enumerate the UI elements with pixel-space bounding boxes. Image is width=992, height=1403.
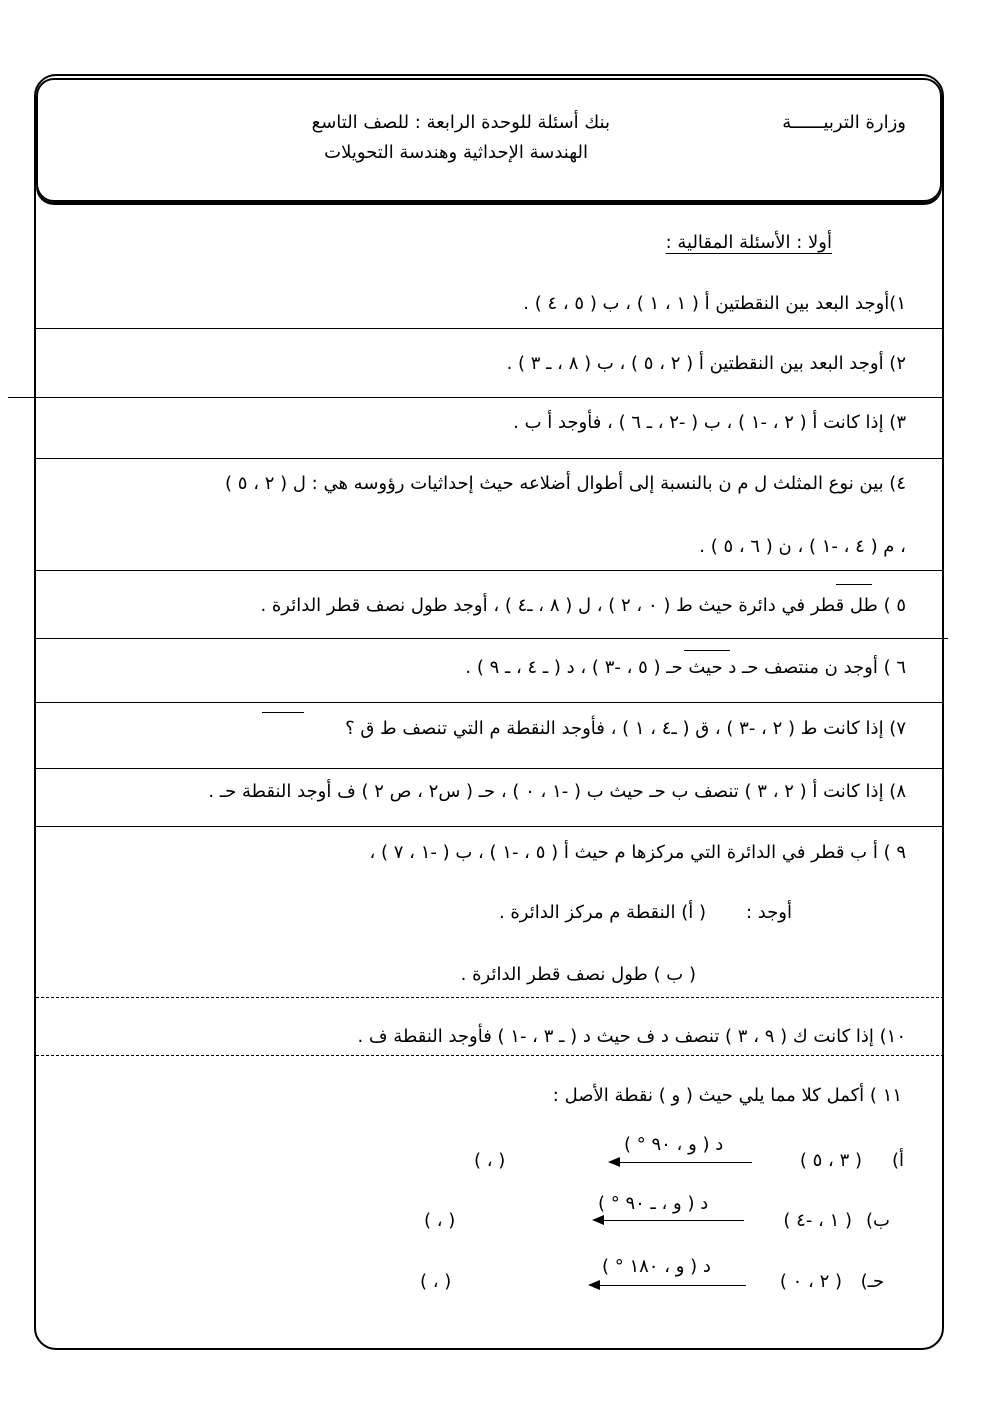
divider xyxy=(36,328,944,329)
arrow-left-icon xyxy=(594,1220,744,1221)
question-9-part-b: ( ب ) طول نصف قطر الدائرة . xyxy=(460,964,696,985)
divider xyxy=(36,638,948,639)
title-line-1: بنك أسئلة للوحدة الرابعة : للصف التاسع xyxy=(311,112,610,133)
header-box xyxy=(36,78,942,202)
answer-blank: ( ، ) xyxy=(420,1271,452,1292)
divider xyxy=(36,702,944,703)
ministry-name: وزارة التربيــــــة xyxy=(782,112,906,133)
item-label: أ) xyxy=(891,1150,904,1171)
title-line-2: الهندسة الإحداثية وهندسة التحويلات xyxy=(324,142,588,163)
question-6: ٦ ) أوجد ن منتصف حـ د حيث حـ ( ٥ ، -٣ ) ، د ( ـ ٤ ، ـ ٩ ) . xyxy=(465,657,906,678)
item-point: ( ٢ ، ٠ ) xyxy=(779,1271,842,1292)
answer-blank: ( ، ) xyxy=(424,1210,456,1231)
segment-overbar xyxy=(684,650,730,651)
question-2: ٢) أوجد البعد بين النقطتين أ ( ٢ ، ٥ ) ، ب ( ٨ ، ـ ٣ ) . xyxy=(506,353,906,374)
rotation-label: د ( و ، ١٨٠ ° ) xyxy=(602,1256,711,1277)
rotation-label: د ( و ، ٩٠ ° ) xyxy=(624,1134,724,1155)
rotation-label: د ( و ، ـ ٩٠ ° ) xyxy=(598,1193,709,1214)
divider xyxy=(36,826,944,827)
question-11: ١١ ) أكمل كلا مما يلي حيث ( و ) نقطة الأصل : xyxy=(552,1085,902,1106)
question-3: ٣) إذا كانت أ ( ٢ ، -١ ) ، ب ( -٢ ، ـ ٦ ) ، فأوجد أ ب . xyxy=(513,412,906,433)
section-title: أولا : الأسئلة المقالية : xyxy=(665,232,832,253)
dashed-divider xyxy=(36,997,944,998)
divider xyxy=(8,397,944,398)
arrow-left-icon xyxy=(590,1285,746,1286)
item-point: ( ١ ، -٤ ) xyxy=(783,1210,852,1231)
question-10: ١٠) إذا كانت ك ( ٩ ، ٣ ) تنصف د ف حيث د ( ـ ٣ ، -١ ) فأوجد النقطة ف . xyxy=(357,1026,906,1047)
question-9: ٩ ) أ ب قطر في الدائرة التي مركزها م حيث أ ( ٥ ، -١ ) ، ب ( -١ ، ٧ ) ، xyxy=(369,842,906,863)
item-label: ب) xyxy=(866,1210,890,1231)
arrow-left-icon xyxy=(610,1162,752,1163)
question-9-find-label: أوجد : xyxy=(745,902,792,923)
question-5: ٥ ) طل قطر في دائرة حيث ط ( ٠ ، ٢ ) ، ل ( ٨ ، ـ٤ ) ، أوجد طول نصف قطر الدائرة . xyxy=(260,595,906,616)
question-1: ١)أوجد البعد بين النقطتين أ ( ١ ، ١ ) ، ب ( ٥ ، ٤ ) . xyxy=(523,293,906,314)
question-7: ٧) إذا كانت ط ( ٢ ، -٣ ) ، ق ( ـ٤ ، ١ ) ، فأوجد النقطة م التي تنصف ط ق ؟ xyxy=(345,718,906,739)
segment-overbar xyxy=(836,584,872,585)
item-point: ( ٣ ، ٥ ) xyxy=(799,1150,862,1171)
question-4-line-2: ، م ( ٤ ، -١ ) ، ن ( ٦ ، ٥ ) . xyxy=(699,536,906,557)
question-4-line-1: ٤) بين نوع المثلث ل م ن بالنسبة إلى أطوال أضلاعه حيث إحداثيات رؤوسه هي : ل ( ٢ ، ٥ ) xyxy=(225,473,906,494)
divider xyxy=(36,570,944,571)
question-8: ٨) إذا كانت أ ( ٢ ، ٣ ) تنصف ب حـ حيث ب ( -١ ، ٠ ) ، حـ ( س٢ ، ص ٢ ) ف أوجد النقطة حـ . xyxy=(208,781,906,802)
divider xyxy=(36,458,944,459)
answer-blank: ( ، ) xyxy=(474,1150,506,1171)
divider xyxy=(36,768,944,769)
segment-overbar xyxy=(262,712,304,713)
dashed-divider xyxy=(36,1055,944,1056)
question-9-part-a: ( أ) النقطة م مركز الدائرة . xyxy=(498,902,706,923)
item-label: حـ) xyxy=(860,1271,884,1292)
